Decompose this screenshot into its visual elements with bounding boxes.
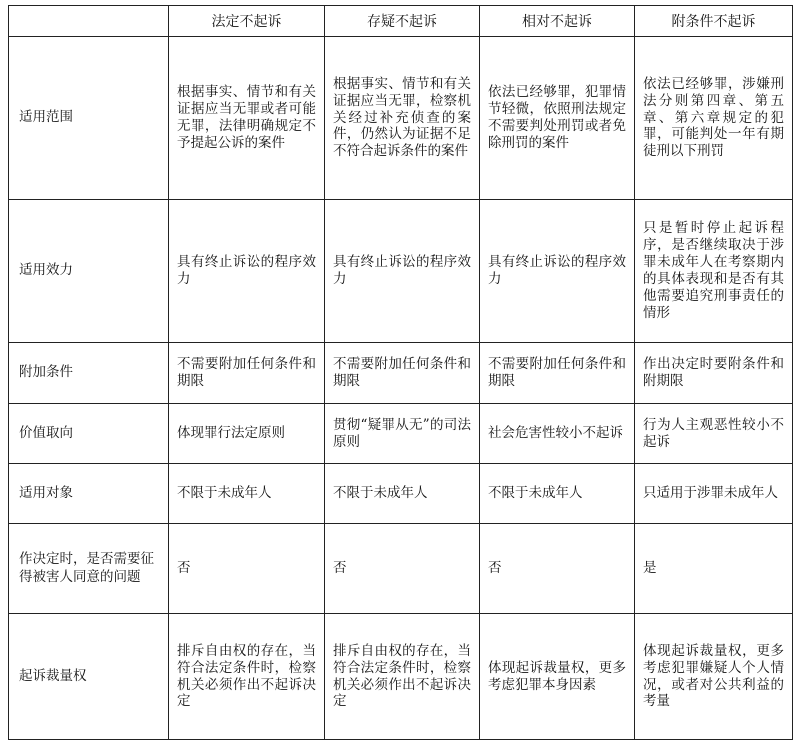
header-statutory: 法定不起诉 [169, 6, 325, 37]
row-label: 适用范围 [9, 37, 169, 200]
table-cell: 不限于未成年人 [169, 464, 325, 524]
table-cell: 贯彻“疑罪从无”的司法原则 [325, 404, 480, 464]
table-cell: 行为人主观恶性较小不起诉 [635, 404, 793, 464]
table-cell: 不需要附加任何条件和期限 [480, 343, 635, 404]
table-cell: 作出决定时要附条件和附期限 [635, 343, 793, 404]
row-label: 价值取向 [9, 404, 169, 464]
table-cell: 排斥自由权的存在，当符合法定条件时，检察机关必须作出不起诉决定 [169, 614, 325, 740]
row-label: 适用效力 [9, 200, 169, 343]
row-label: 起诉裁量权 [9, 614, 169, 740]
table-cell: 体现起诉裁量权，更多考虑犯罪本身因素 [480, 614, 635, 740]
row-target [9, 464, 793, 524]
row-value [9, 404, 793, 464]
table-cell: 否 [480, 524, 635, 614]
table-cell: 排斥自由权的存在，当符合法定条件时，检察机关必须作出不起诉决定 [325, 614, 480, 740]
header-relative: 相对不起诉 [480, 6, 635, 37]
table-cell: 具有终止诉讼的程序效力 [480, 200, 635, 343]
row-conditions [9, 343, 793, 404]
header-doubtful: 存疑不起诉 [325, 6, 480, 37]
table-cell: 不限于未成年人 [480, 464, 635, 524]
row-scope [9, 37, 793, 200]
header-conditional: 附条件不起诉 [635, 6, 793, 37]
table-cell: 体现起诉裁量权，更多考虑犯罪嫌疑人个人情况，或者对公共利益的考量 [635, 614, 793, 740]
header-empty-cell [9, 6, 169, 37]
table-cell: 根据事实、情节和有关证据应当无罪，检察机关经过补充侦查的案件，仍然认为证据不足不符合起诉条件的案件 [325, 37, 480, 200]
table-cell: 根据事实、情节和有关证据应当无罪或者可能无罪，法律明确规定不予提起公诉的案件 [169, 37, 325, 200]
row-victim-consent [9, 524, 793, 614]
table-cell: 否 [169, 524, 325, 614]
table-cell: 否 [325, 524, 480, 614]
table-cell: 具有终止诉讼的程序效力 [325, 200, 480, 343]
table-cell: 是 [635, 524, 793, 614]
table-cell: 不需要附加任何条件和期限 [169, 343, 325, 404]
table-cell: 不限于未成年人 [325, 464, 480, 524]
row-label: 作决定时，是否需要征得被害人同意的问题 [9, 524, 169, 614]
row-label: 适用对象 [9, 464, 169, 524]
table-cell: 依法已经够罪，犯罪情节轻微，依照刑法规定不需要判处刑罚或者免除刑罚的案件 [480, 37, 635, 200]
table-cell: 具有终止诉讼的程序效力 [169, 200, 325, 343]
table-cell: 只适用于涉罪未成年人 [635, 464, 793, 524]
table-cell: 依法已经够罪，涉嫌刑法分则第四章、第五章、第六章规定的犯罪，可能判处一年有期徒刑以下刑罚 [635, 37, 793, 200]
row-label: 附加条件 [9, 343, 169, 404]
header-row [9, 6, 793, 37]
table-cell: 只是暂时停止起诉程序，是否继续取决于涉罪未成年人在考察期内的具体表现和是否有其他需要追究刑事责任的情形 [635, 200, 793, 343]
table-cell: 体现罪行法定原则 [169, 404, 325, 464]
comparison-table [8, 5, 793, 740]
table-cell: 社会危害性较小不起诉 [480, 404, 635, 464]
row-effect [9, 200, 793, 343]
row-discretion [9, 614, 793, 740]
table-cell: 不需要附加任何条件和期限 [325, 343, 480, 404]
